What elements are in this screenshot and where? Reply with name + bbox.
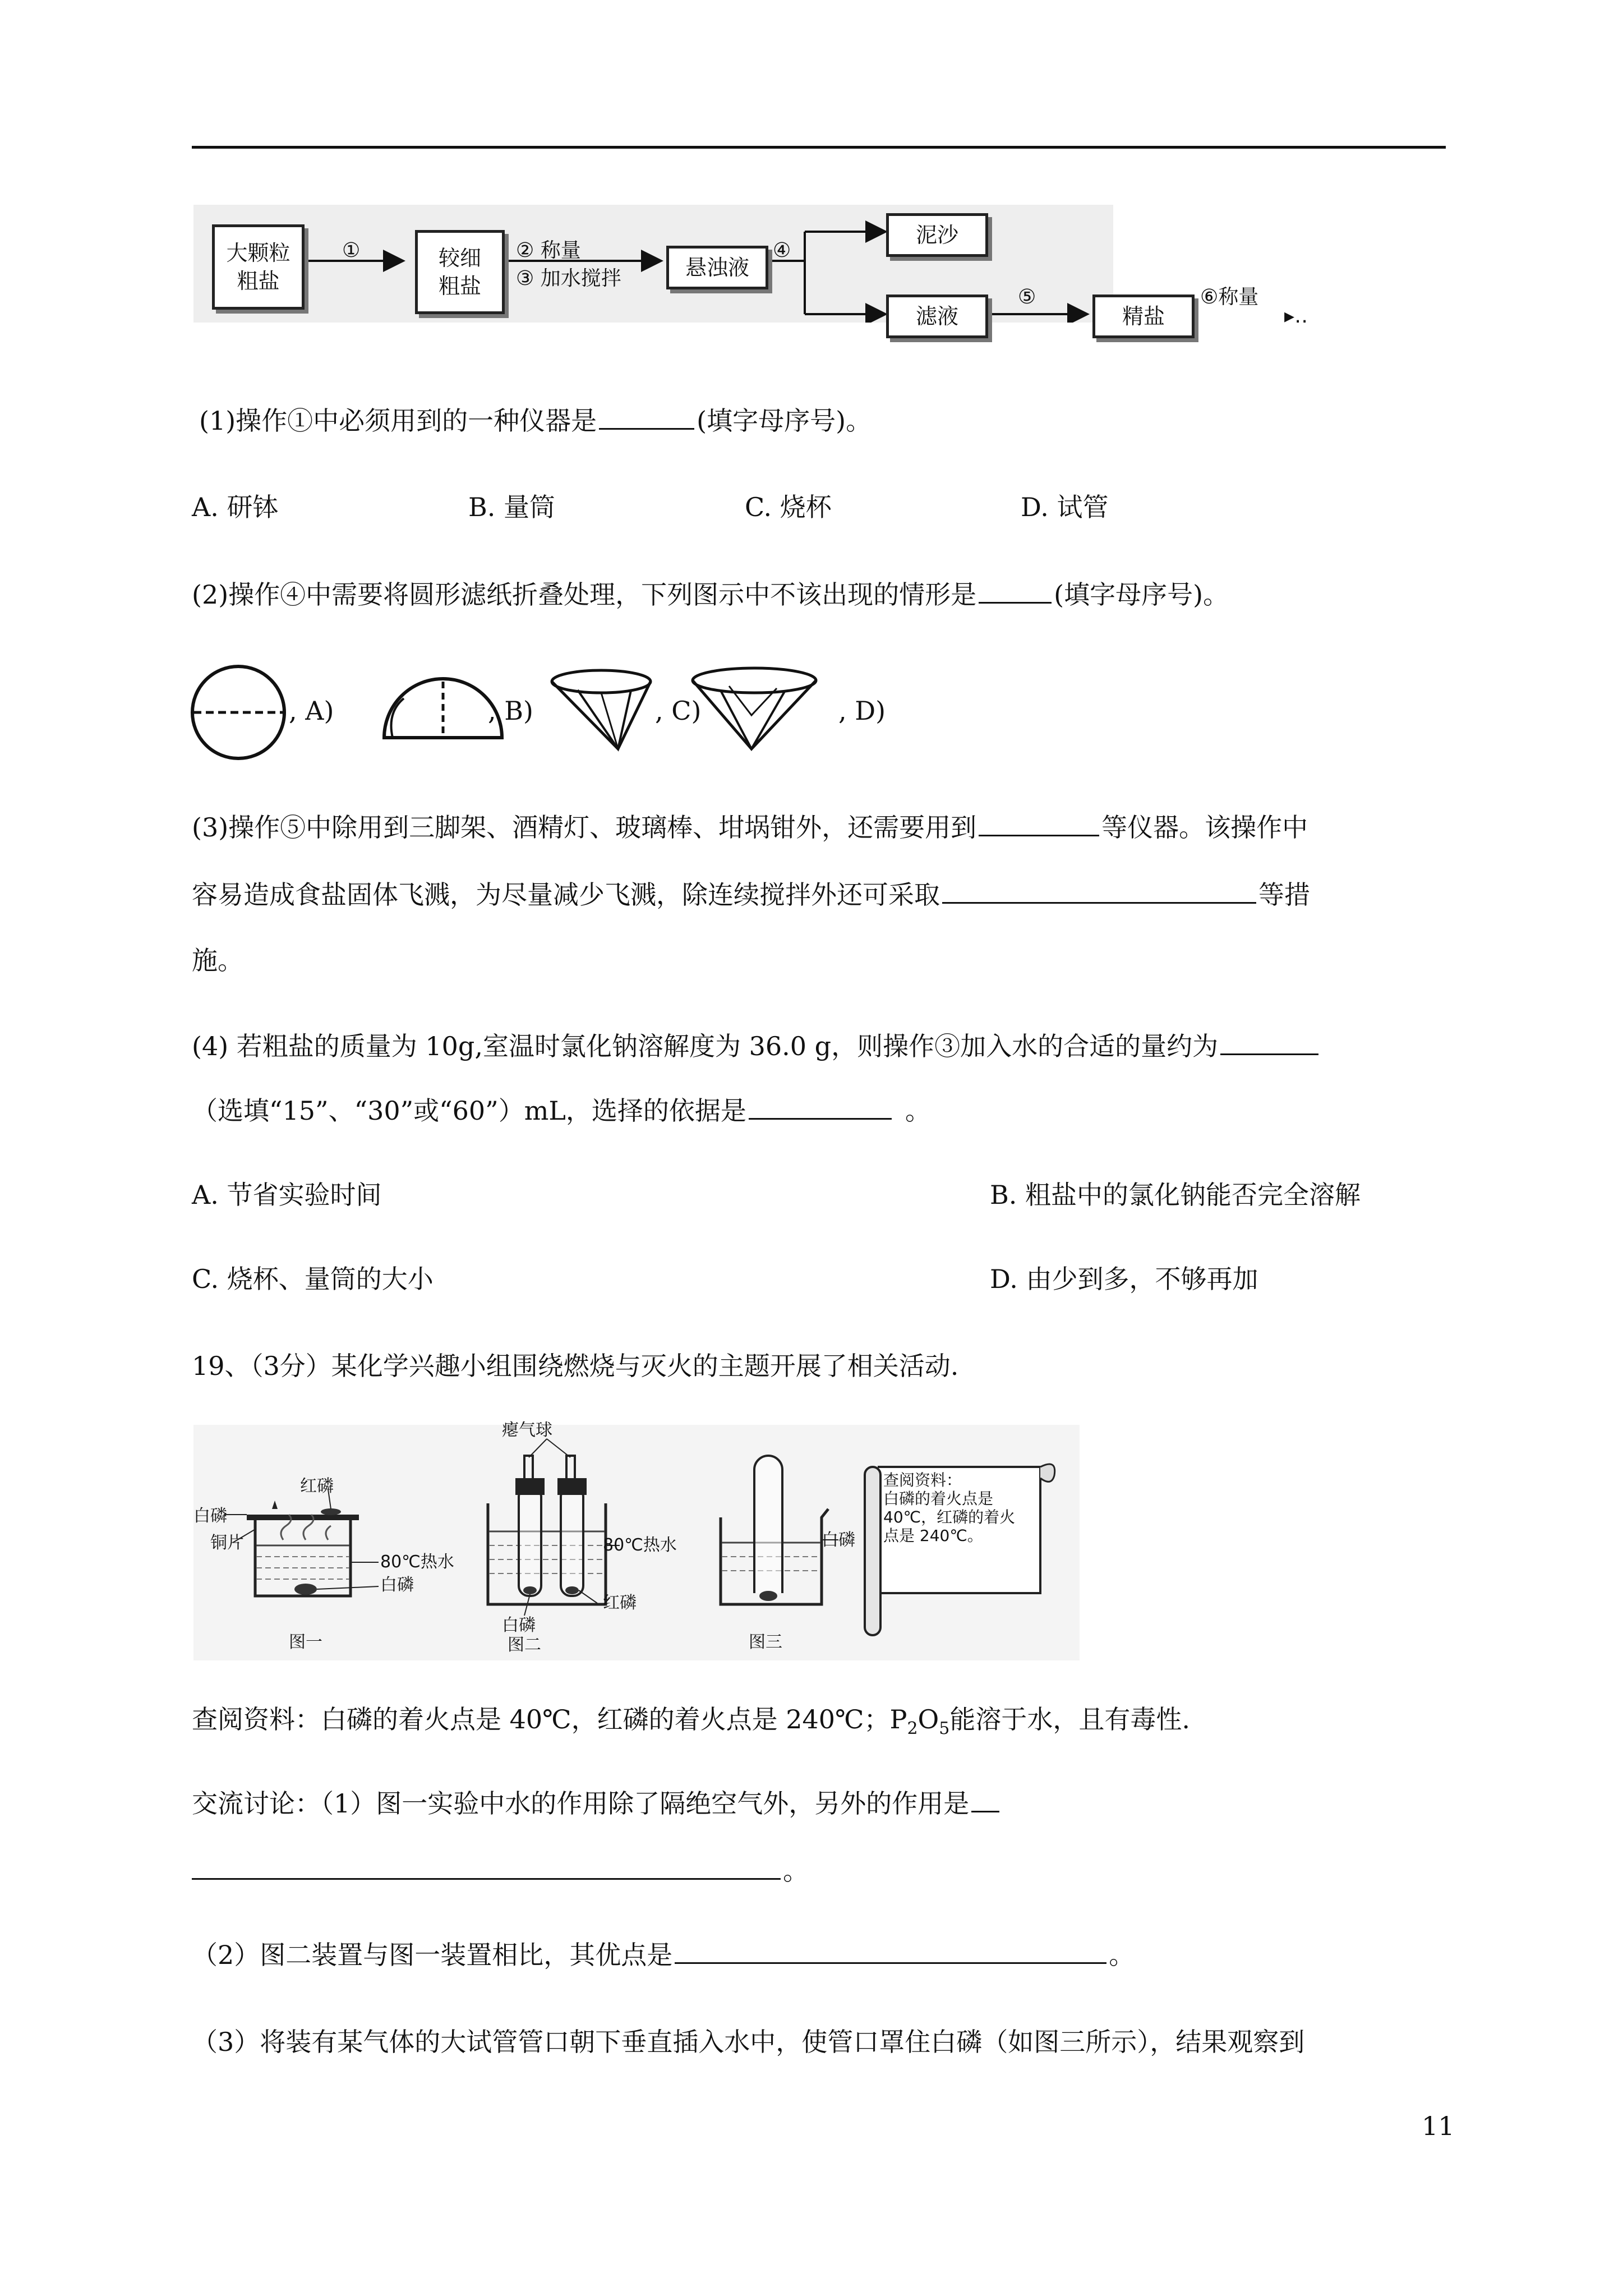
discussion-1-continued bbox=[192, 1854, 809, 1888]
filter-option-c-figure bbox=[552, 670, 651, 749]
question-3-line-2 bbox=[192, 878, 1310, 912]
flow-step-6-label: ⑥称量 bbox=[1200, 286, 1259, 309]
discussion-1 bbox=[192, 1787, 1002, 1820]
answer-blank-4a[interactable] bbox=[1220, 1031, 1318, 1055]
answer-blank-d1b[interactable] bbox=[192, 1856, 781, 1880]
filter-option-a-figure bbox=[192, 666, 284, 758]
question-4-line-1 bbox=[192, 1029, 1321, 1063]
q1-option-b: B. 量筒 bbox=[468, 492, 556, 522]
flow-continue-mark: ▸‥ bbox=[1284, 305, 1308, 328]
q4-option-a: A. 节省实验时间 bbox=[192, 1180, 382, 1210]
q4-option-c: C. 烧杯、量筒的大小 bbox=[192, 1264, 434, 1294]
figure-2-label-balloon: 瘪气球 bbox=[502, 1420, 552, 1440]
question-3-text-1: (3)操作⑤中除用到三脚架、酒精灯、玻璃棒、坩埚钳外，还需要用到 bbox=[192, 812, 977, 843]
flow-box-refined-salt: 精盐 bbox=[1092, 295, 1195, 338]
question-3-text-4: 等措 bbox=[1258, 880, 1310, 910]
q1-option-a: A. 研钵 bbox=[192, 492, 279, 522]
question-1 bbox=[199, 404, 872, 438]
formula-sub-2: 2 bbox=[907, 1719, 918, 1739]
question-3-text-3: 容易造成食盐固体飞溅，为尽量减少飞溅，除连续搅拌外还可采取 bbox=[192, 880, 940, 910]
discussion-2 bbox=[192, 1938, 1135, 1972]
formula-o: O bbox=[917, 1704, 939, 1734]
q1-option-d: D. 试管 bbox=[1021, 492, 1109, 522]
figure-3-label-white-phosphorus: 白磷 bbox=[822, 1530, 855, 1550]
question-2 bbox=[192, 578, 1229, 611]
figure-2-label-red-phosphorus: 红磷 bbox=[603, 1593, 637, 1613]
reference-info-tail: 能溶于水，且有毒性. bbox=[949, 1704, 1190, 1734]
figure-1-label-white-phosphorus-2: 白磷 bbox=[380, 1575, 414, 1595]
figure-1-label-red-phosphorus: 红磷 bbox=[300, 1476, 334, 1496]
flow-box-fine-salt: 较细 粗盐 bbox=[415, 230, 505, 314]
flow-step-1-label: ① bbox=[342, 239, 361, 262]
question-4-text-3: 。 bbox=[905, 1096, 931, 1126]
figure-1-label-hot-water: 80℃热水 bbox=[380, 1552, 454, 1572]
question-19-title: 19、（3分）某化学兴趣小组围绕燃烧与灭火的主题开展了相关活动. bbox=[192, 1351, 959, 1381]
filter-option-b-label: , B) bbox=[488, 696, 533, 726]
flow-box-sand: 泥沙 bbox=[886, 213, 988, 257]
question-3-text-2: 等仪器。该操作中 bbox=[1101, 812, 1308, 843]
discussion-1-end: 。 bbox=[783, 1856, 809, 1886]
question-3-line-1 bbox=[192, 811, 1308, 844]
flow-step-4-label: ④ bbox=[773, 239, 791, 262]
answer-blank-3b[interactable] bbox=[942, 880, 1256, 904]
figure-2-caption: 图二 bbox=[508, 1635, 541, 1655]
info-scroll-text: 查阅资料： 白磷的着火点是 40℃，红磷的着火 点是 240℃。 bbox=[883, 1471, 1016, 1545]
figure-1-label-white-phosphorus: 白磷 bbox=[193, 1506, 227, 1526]
q1-option-c: C. 烧杯 bbox=[745, 492, 832, 522]
q4-option-b: B. 粗盐中的氯化钠能否完全溶解 bbox=[990, 1180, 1361, 1210]
reference-info-text: 查阅资料：白磷的着火点是 40℃，红磷的着火点是 240℃； bbox=[192, 1704, 890, 1734]
flow-step-5-label: ⑤ bbox=[1018, 286, 1036, 309]
question-1-hint: (填字母序号)。 bbox=[697, 406, 872, 436]
filter-option-a-label: , A) bbox=[289, 696, 334, 726]
filter-option-c-label: , C) bbox=[655, 696, 702, 726]
answer-blank-1[interactable] bbox=[599, 406, 694, 430]
filter-option-d-figure bbox=[693, 668, 816, 749]
question-4-text-1: (4) 若粗盐的质量为 10g,室温时氯化钠溶解度为 36.0 g，则操作③加入水的合适的量约为 bbox=[192, 1031, 1219, 1061]
flow-step-3-label: ③ 加水搅拌 bbox=[516, 267, 621, 290]
figure-2-label-white-phosphorus: 白磷 bbox=[502, 1616, 536, 1635]
discussion-3: （3）将装有某气体的大试管管口朝下垂直插入水中，使管口罩住白磷（如图三所示），结果观察到 bbox=[192, 2027, 1305, 2057]
q4-option-d: D. 由少到多，不够再加 bbox=[990, 1264, 1258, 1294]
discussion-2-end: 。 bbox=[1109, 1940, 1135, 1970]
formula-p: P bbox=[889, 1704, 907, 1734]
page-number: 11 bbox=[1422, 2111, 1455, 2141]
answer-blank-d2[interactable] bbox=[675, 1940, 1106, 1964]
answer-blank-2[interactable] bbox=[979, 579, 1052, 604]
question-4-text-2: （选填“15”、“30”或“60”）mL，选择的依据是 bbox=[192, 1096, 746, 1126]
question-2-hint: (填字母序号)。 bbox=[1054, 579, 1229, 610]
discussion-2-text: （2）图二装置与图一装置相比，其优点是 bbox=[192, 1940, 673, 1970]
filter-option-d-label: , D) bbox=[838, 696, 886, 726]
question-4-line-2 bbox=[192, 1094, 931, 1128]
header-rule bbox=[192, 146, 1446, 149]
flow-step-2-label: ② 称量 bbox=[516, 239, 581, 262]
question-2-text: (2)操作④中需要将圆形滤纸折叠处理，下列图示中不该出现的情形是 bbox=[192, 579, 977, 610]
question-1-text: (1)操作①中必须用到的一种仪器是 bbox=[199, 406, 597, 436]
answer-blank-d1a[interactable] bbox=[971, 1788, 999, 1812]
figure-1-label-copper-plate: 铜片 bbox=[210, 1533, 244, 1553]
flow-box-filtrate: 滤液 bbox=[886, 295, 988, 338]
answer-blank-3a[interactable] bbox=[979, 812, 1099, 836]
figure-3-caption: 图三 bbox=[749, 1632, 782, 1652]
reference-info bbox=[192, 1703, 1190, 1746]
flow-box-raw-salt: 大颗粒 粗盐 bbox=[212, 224, 305, 310]
discussion-1-text: 交流讨论：（1）图一实验中水的作用除了隔绝空气外，另外的作用是 bbox=[192, 1788, 970, 1819]
question-3-line-3: 施。 bbox=[192, 945, 243, 976]
figure-2-label-hot-water: 80℃热水 bbox=[603, 1535, 677, 1555]
flow-box-suspension: 悬浊液 bbox=[666, 246, 768, 289]
formula-sub-5: 5 bbox=[939, 1719, 950, 1739]
figure-1-caption: 图一 bbox=[289, 1632, 322, 1652]
filter-option-b-figure bbox=[384, 679, 502, 738]
answer-blank-4b[interactable] bbox=[749, 1096, 892, 1120]
